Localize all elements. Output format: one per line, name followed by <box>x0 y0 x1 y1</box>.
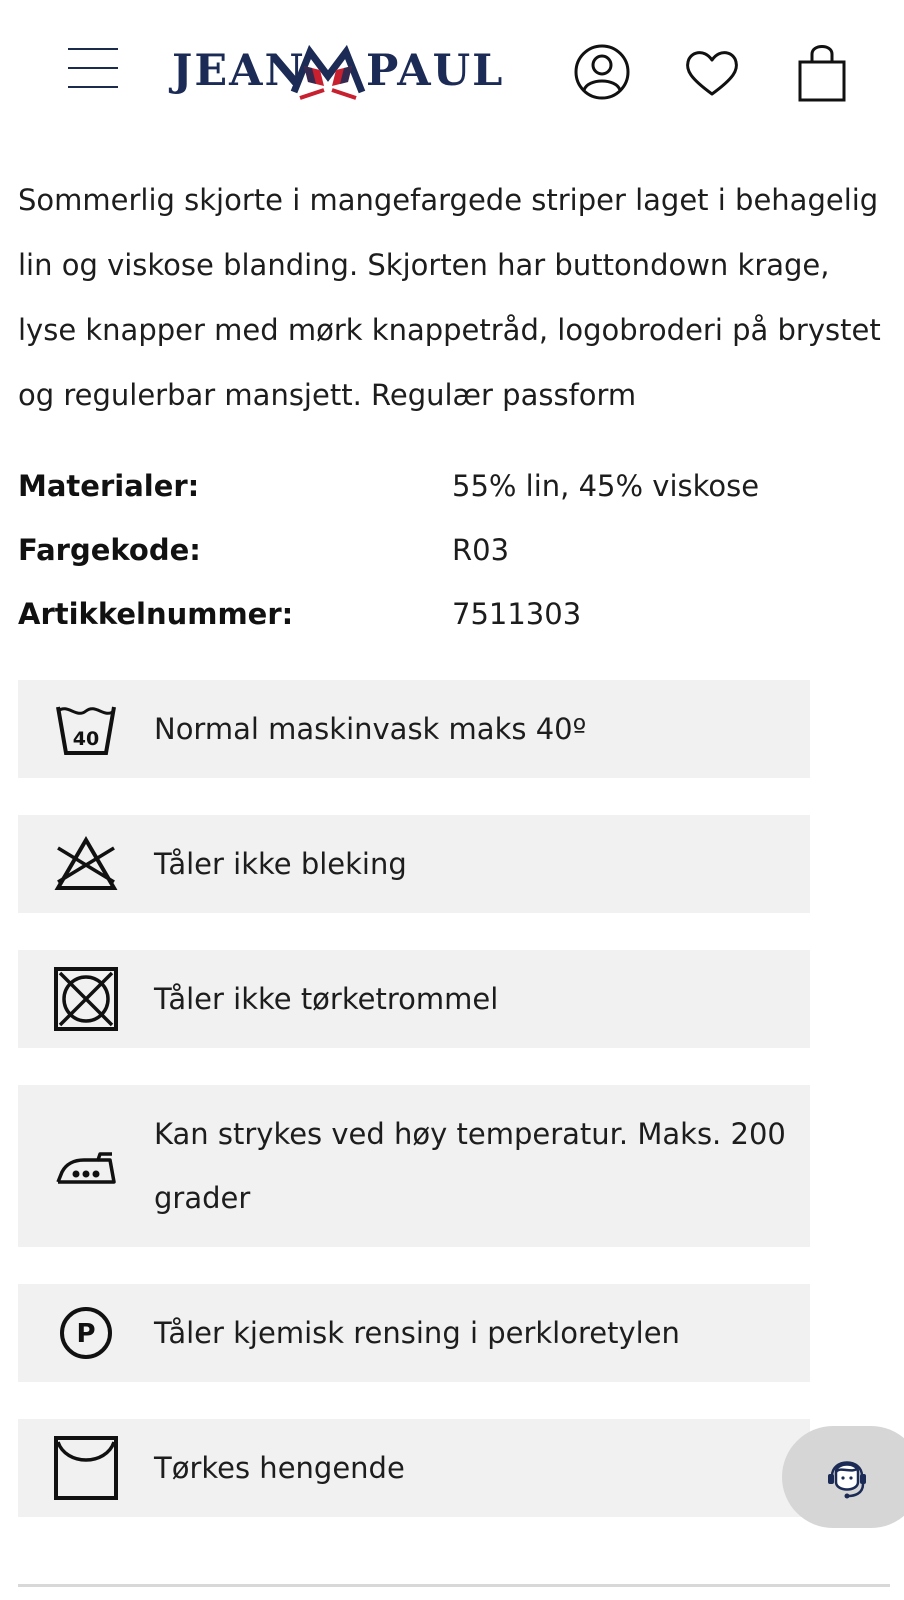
spec-value: 7511303 <box>452 597 582 631</box>
customer-support-button[interactable] <box>782 1426 904 1528</box>
product-description: Sommerlig skjorte i mangefargede striper laget i behagelig lin og viskose blanding. Skjorten har buttondown krage, lyse knapper med mørk knappetråd, logobroderi på brystet og regulerbar mansjett. Regulær passform <box>18 183 881 412</box>
logo-text-right: PAUL <box>366 46 505 96</box>
account-icon[interactable] <box>570 40 634 104</box>
no-bleach-icon <box>54 832 118 896</box>
spec-value: R03 <box>452 533 510 567</box>
care-item-wash <box>18 680 810 778</box>
care-item-ironing <box>18 1085 810 1247</box>
care-item-tumble-dry <box>18 950 810 1048</box>
care-text: Normal maskinvask maks 40º <box>154 712 587 746</box>
care-text: Tåler ikke tørketrommel <box>154 982 499 1016</box>
logo-text-left: JEAN <box>172 46 306 96</box>
iron-high-icon <box>54 1134 118 1198</box>
svg-text:P: P <box>76 1319 96 1349</box>
care-item-dry-clean <box>18 1284 810 1382</box>
spec-label: Artikkelnummer: <box>18 597 294 631</box>
section-divider <box>18 1584 890 1587</box>
product-specs <box>18 454 878 646</box>
brand-logo[interactable] <box>172 42 505 102</box>
hamburger-menu-icon[interactable] <box>68 48 120 92</box>
spec-label: Fargekode: <box>18 533 201 567</box>
no-tumble-dry-icon <box>54 967 118 1031</box>
spec-row-article-number <box>18 582 878 646</box>
customer-support-icon <box>822 1452 872 1502</box>
dry-clean-p-icon <box>54 1301 118 1365</box>
spec-row-color-code <box>18 518 878 582</box>
shopping-bag-icon[interactable] <box>790 40 854 104</box>
care-item-line-dry <box>18 1419 810 1517</box>
site-header <box>0 0 904 150</box>
care-text: Tåler ikke bleking <box>154 847 407 881</box>
spec-row-materials <box>18 454 878 518</box>
logo-flags-icon <box>290 42 366 102</box>
care-text-line1: Kan strykes ved høy temperatur. Maks. 200 <box>154 1117 786 1151</box>
care-text: Tørkes hengende <box>154 1451 405 1485</box>
care-text-line2: grader <box>154 1181 251 1215</box>
care-item-bleach <box>18 815 810 913</box>
svg-text:40: 40 <box>72 728 100 750</box>
heart-icon[interactable] <box>680 40 744 104</box>
spec-value: 55% lin, 45% viskose <box>452 469 760 503</box>
line-dry-icon <box>54 1436 118 1500</box>
care-text: Tåler kjemisk rensing i perkloretylen <box>154 1316 680 1350</box>
wash-40-icon <box>54 697 118 761</box>
spec-label: Materialer: <box>18 469 200 503</box>
